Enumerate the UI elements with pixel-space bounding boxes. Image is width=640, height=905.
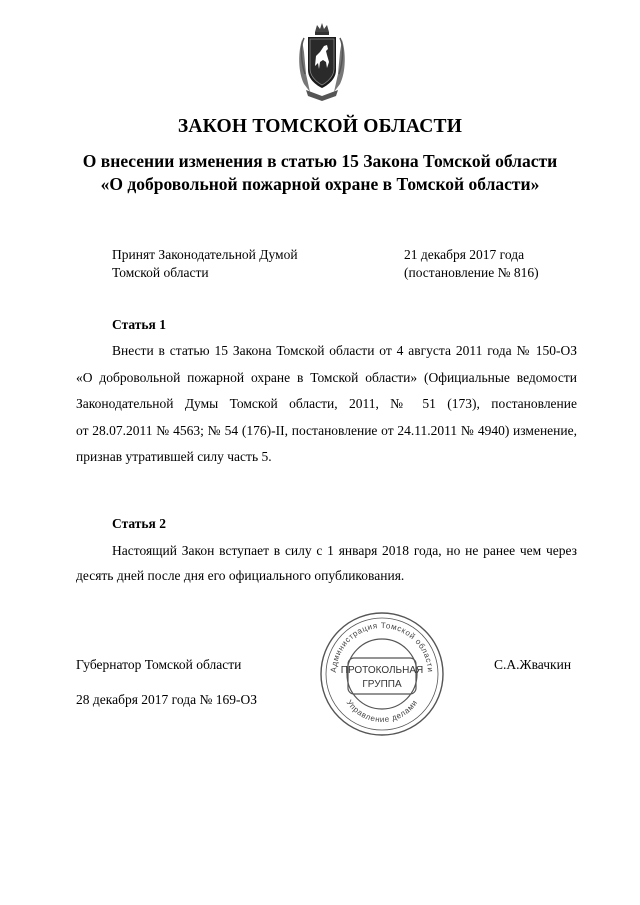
article-1-line: Внести в статью 15 Закона Томской области от 4 августа 2011 года № 150-ОЗ <box>112 343 577 358</box>
stamp-outer-text-top: Администрация Томской области <box>328 620 436 673</box>
article-2-line: десять дней после дня его официального опубликования. <box>76 568 405 583</box>
article-1-line: от 28.07.2011 № 4563; № 54 (176)-II, постановление от 24.11.2011 № 4940) изменение, <box>76 423 577 438</box>
governor-name: С.А.Жвачкин <box>494 657 572 672</box>
stamp-outer-text-bottom: Управление делами <box>344 698 420 725</box>
adoption-date: 21 декабря 2017 года <box>404 247 525 262</box>
svg-text:Управление делами <box>345 698 420 724</box>
official-stamp <box>318 610 446 738</box>
article-2-heading: Статья 2 <box>112 516 166 531</box>
resolution-number: (постановление № 816) <box>404 265 539 280</box>
article-1-line: признав утратившей силу часть 5. <box>76 449 272 464</box>
governor-title: Губернатор Томской области <box>76 657 242 672</box>
law-subtitle-line-2: «О добровольной пожарной охране в Томской области» <box>100 174 540 194</box>
adopted-by-line-2: Томской области <box>112 265 209 280</box>
stamp-inner-line-2: ГРУППА <box>362 679 402 690</box>
article-1-heading: Статья 1 <box>112 317 166 332</box>
article-1-line: Законодательной Думы Томской области, 2011, № 51 (173), постановление <box>76 396 577 411</box>
law-number: 28 декабря 2017 года № 169-ОЗ <box>76 692 257 707</box>
law-title: ЗАКОН ТОМСКОЙ ОБЛАСТИ <box>177 116 463 137</box>
coat-of-arms-icon <box>296 22 348 102</box>
law-subtitle-line-1: О внесении изменения в статью 15 Закона Томской области <box>82 151 558 171</box>
article-1-line: «О добровольной пожарной охране в Томской области» (Официальные ведомости <box>76 370 577 385</box>
stamp-inner-line-1: ПРОТОКОЛЬНАЯ <box>340 665 424 676</box>
article-2-line: Настоящий Закон вступает в силу с 1 января 2018 года, но не ранее чем через <box>112 543 577 558</box>
adopted-by-line-1: Принят Законодательной Думой <box>112 247 298 262</box>
